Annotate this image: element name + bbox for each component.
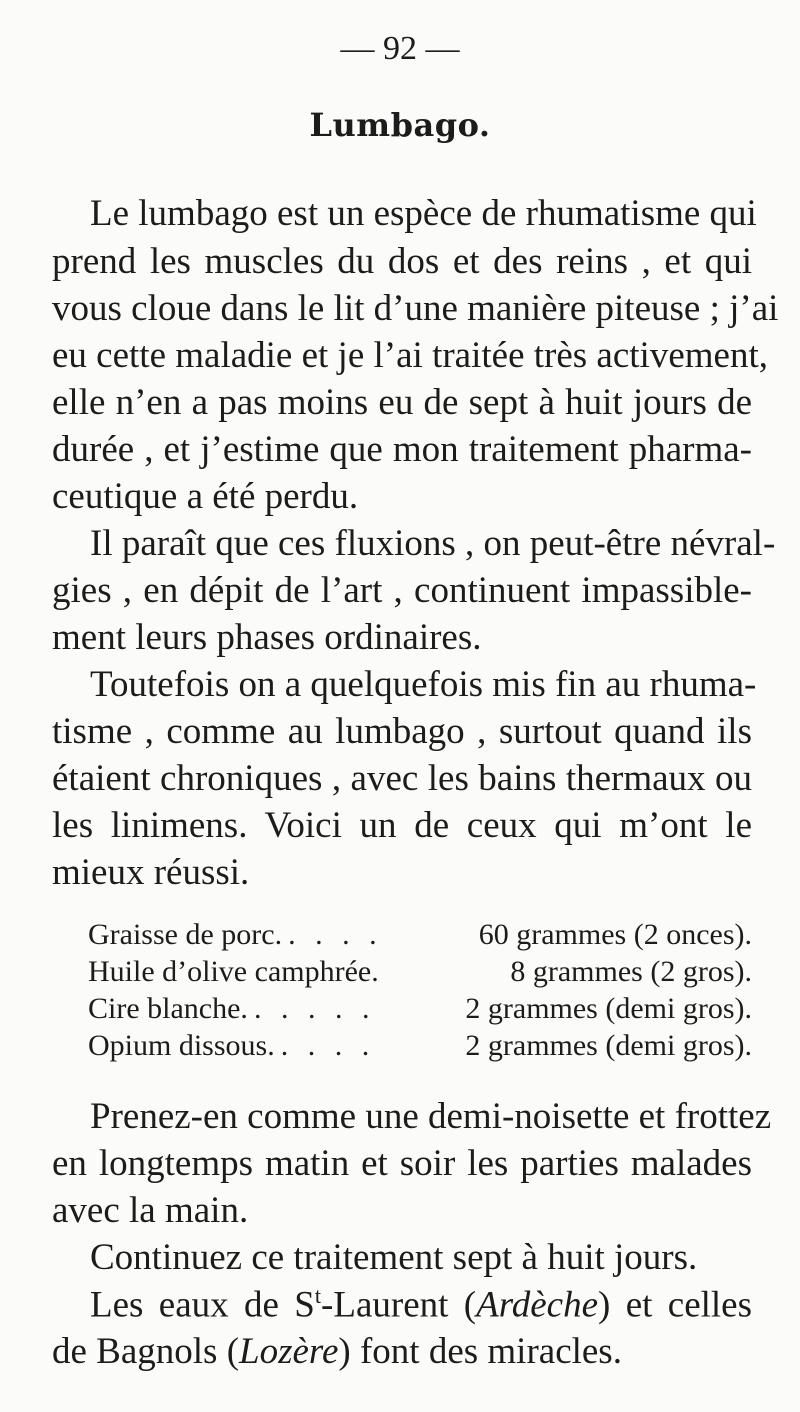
ingredient-quantity: 8 grammes (2 gros). xyxy=(510,955,752,988)
ingredient-quantity: 2 grammes (demi gros). xyxy=(465,992,752,1025)
paragraph-1-line-2: prend les muscles du dos et des reins , et qui xyxy=(52,241,752,282)
paragraph-3-line-4: les linimens. Voici un de ceux qui m’ont le xyxy=(52,805,752,846)
page-number: — 92 — xyxy=(340,30,460,67)
place-name: Lozère xyxy=(239,1331,339,1372)
paragraph-3-line-1: Toutefois on a quelquefois mis fin au rhuma- xyxy=(90,664,757,705)
paragraph-3-line-2: tisme , comme au lumbago , surtout quand ils xyxy=(52,711,752,752)
text-span: -Laurent ( xyxy=(321,1284,477,1326)
final-paragraph-line-1 xyxy=(90,1283,752,1326)
paragraph-1-line-7: ceutique a été perdu. xyxy=(52,476,359,517)
ingredient-quantity: 60 grammes (2 onces). xyxy=(478,918,752,951)
text-span: de Bagnols ( xyxy=(52,1331,240,1372)
leader-dots: . . . . xyxy=(280,1029,376,1062)
text-span: ) et celles xyxy=(598,1284,752,1326)
superscript: t xyxy=(314,1283,322,1308)
paragraph-4-line-2: en longtemps matin et soir les parties malades xyxy=(52,1143,752,1184)
paragraph-2-line-2: gies , en dépit de l’art , continuent impassible- xyxy=(52,570,752,611)
recipe-item xyxy=(88,955,752,989)
paragraph-4-line-1: Prenez-en comme une demi-noisette et frottez xyxy=(90,1096,772,1137)
section-heading: Lumbago. xyxy=(309,106,491,144)
ingredient-name: Cire blanche. xyxy=(88,992,248,1025)
ingredient-name: Opium dissous. xyxy=(88,1029,275,1062)
paragraph-1-line-3: vous cloue dans le lit d’une manière piteuse ; j’ai xyxy=(52,288,779,329)
text-span: Les eaux de S xyxy=(90,1284,315,1326)
leader-dots: . . . . xyxy=(288,918,383,951)
recipe-item xyxy=(88,1029,752,1063)
paragraph-1-line-6: durée , et j’estime que mon traitement pharma- xyxy=(52,429,752,470)
paragraph-4-line-3: avec la main. xyxy=(52,1190,249,1231)
ingredient-name: Graisse de porc. xyxy=(88,918,283,951)
leader-dots xyxy=(379,955,511,989)
ingredient-quantity: 2 grammes (demi gros). xyxy=(465,1029,752,1062)
paragraph-3-line-3: étaient chroniques , avec les bains thermaux ou xyxy=(52,758,752,799)
paragraph-2-line-1: Il paraît que ces fluxions , on peut-être névral- xyxy=(90,523,776,564)
recipe-item xyxy=(88,918,752,952)
place-name: Ardèche xyxy=(476,1284,599,1326)
paragraph-5-line-1: Continuez ce traitement sept à huit jours. xyxy=(90,1237,698,1278)
leader-dots: . . . . . xyxy=(253,992,376,1025)
paragraph-1-line-5: elle n’en a pas moins eu de sept à huit jours de xyxy=(52,382,752,423)
final-paragraph-line-2 xyxy=(52,1330,752,1373)
ingredient-name: Huile d’olive camphrée. xyxy=(88,955,379,988)
paragraph-1-line-1: Le lumbago est un espèce de rhumatisme qui xyxy=(90,193,757,234)
recipe-item xyxy=(88,992,752,1026)
paragraph-2-line-3: ment leurs phases ordinaires. xyxy=(52,617,482,658)
paragraph-3-line-5: mieux réussi. xyxy=(52,852,250,893)
paragraph-1-line-4: eu cette maladie et je l’ai traitée très activement, xyxy=(52,335,768,376)
text-span: ) font des miracles. xyxy=(338,1331,622,1372)
